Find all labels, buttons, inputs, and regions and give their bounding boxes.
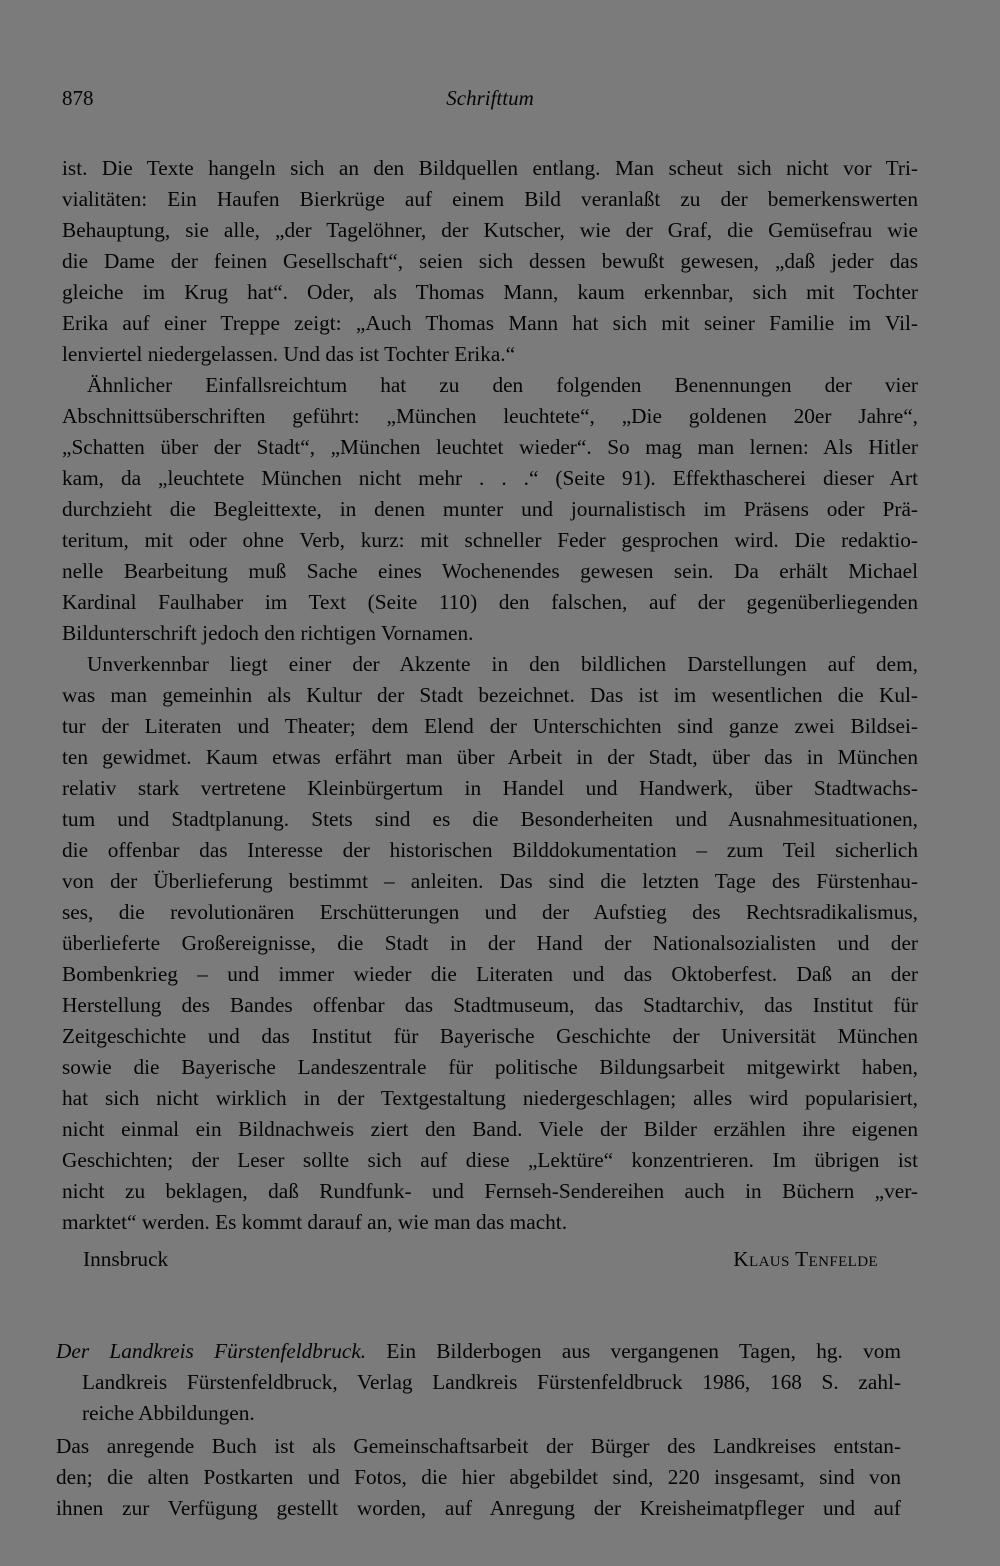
body-line: kam, da „leuchtete München nicht mehr . . .“ (Seite 91). Effekthascherei dieser Art	[62, 466, 918, 490]
reference-line-rest: Ein Bilderbogen aus vergangenen Tagen, hg. vom	[366, 1339, 901, 1363]
body-line: Unverkennbar liegt einer der Akzente in den bildlichen Darstellungen auf dem,	[87, 652, 918, 676]
body-line: relativ stark vertretene Kleinbürgertum in Handel und Handwerk, über Stadtwachs-	[62, 776, 918, 800]
body-line: die Dame der feinen Gesellschaft“, seien sich dessen bewußt gewesen, „daß jeder das	[62, 249, 918, 273]
body-line: was man gemeinhin als Kultur der Stadt bezeichnet. Das ist im wesentlichen die Kul-	[62, 683, 918, 707]
body-line: durchzieht die Begleittexte, in denen munter und journalistisch im Präsens oder Prä-	[62, 497, 918, 521]
review-body	[62, 153, 918, 1238]
body-line: Erika auf einer Treppe zeigt: „Auch Thomas Mann hat sich mit seiner Familie im Vil-	[62, 311, 918, 335]
body-line: lenviertel niedergelassen. Und das ist Tochter Erika.“	[62, 342, 516, 366]
body-line: „Schatten über der Stadt“, „München leuchtet wieder“. So mag man lernen: Als Hitler	[62, 435, 918, 459]
body-line: teritum, mit oder ohne Verb, kurz: mit schneller Feder gesprochen wird. Die redaktio-	[62, 528, 918, 552]
body-line: vialitäten: Ein Haufen Bierkrüge auf einem Bild veranlaßt zu der bemerkenswerten	[62, 187, 918, 211]
body-line: Kardinal Faulhaber im Text (Seite 110) den falschen, auf der gegenüberliegenden	[62, 590, 918, 614]
body-line: marktet“ werden. Es kommt darauf an, wie man das macht.	[62, 1210, 568, 1234]
body-line: sowie die Bayerische Landeszentrale für politische Bildungsarbeit mitgewirkt haben,	[62, 1055, 918, 1079]
body-line: ten gewidmet. Kaum etwas erfährt man über Arbeit in der Stadt, über das in München	[62, 745, 918, 769]
reference-line	[56, 1336, 901, 1367]
body-line: nicht zu beklagen, daß Rundfunk- und Fernseh-Sendereihen auch in Büchern „ver-	[62, 1179, 918, 1203]
body-line: ihnen zur Verfügung gestellt worden, auf Anregung der Kreisheimatpfleger und auf	[56, 1496, 901, 1520]
body-line: hat sich nicht wirklich in der Textgestaltung niedergeschlagen; alles wird popularisiert,	[62, 1086, 918, 1110]
body-line: Geschichten; der Leser sollte sich auf diese „Lektüre“ konzentrieren. Im übrigen ist	[62, 1148, 918, 1172]
page-header	[62, 86, 918, 116]
body-line: Das anregende Buch ist als Gemeinschaftsarbeit der Bürger des Landkreises entstan-	[56, 1434, 901, 1458]
second-review-body	[56, 1431, 901, 1524]
body-line: Zeitgeschichte und das Institut für Bayerische Geschichte der Universität München	[62, 1024, 918, 1048]
page-number: 878	[62, 86, 94, 110]
body-line: Bombenkrieg – und immer wieder die Literaten und das Oktoberfest. Daß an der	[62, 962, 918, 986]
body-line: ist. Die Texte hangeln sich an den Bildquellen entlang. Man scheut sich nicht vor Tri-	[62, 156, 918, 180]
body-line: den; die alten Postkarten und Fotos, die hier abgebildet sind, 220 insgesamt, sind von	[56, 1465, 901, 1489]
body-line: die offenbar das Interesse der historischen Bilddokumentation – zum Teil sicherlich	[62, 838, 918, 862]
body-line: tur der Literaten und Theater; dem Elend der Unterschichten sind ganze zwei Bildsei-	[62, 714, 918, 738]
body-line: tum und Stadtplanung. Stets sind es die Besonderheiten und Ausnahmesituationen,	[62, 807, 918, 831]
book-reference	[56, 1336, 901, 1429]
reference-title: Der Landkreis Fürstenfeldbruck.	[56, 1339, 367, 1363]
body-line: überlieferte Großereignisse, die Stadt in der Hand der Nationalsozialisten und der	[62, 931, 918, 955]
signature-author: Klaus Tenfelde	[733, 1247, 878, 1271]
body-line: nelle Bearbeitung muß Sache eines Wochenendes gewesen sein. Da erhält Michael	[62, 559, 918, 583]
body-line: Behauptung, sie alle, „der Tagelöhner, der Kutscher, wie der Graf, die Gemüsefrau wie	[62, 218, 918, 242]
body-line: Ähnlicher Einfallsreichtum hat zu den folgenden Benennungen der vier	[87, 373, 918, 397]
body-line: nicht einmal ein Bildnachweis ziert den Band. Viele der Bilder erzählen ihre eigenen	[62, 1117, 918, 1141]
body-line: Abschnittsüberschriften geführt: „München leuchtete“, „Die goldenen 20er Jahre“,	[62, 404, 918, 428]
signature-place: Innsbruck	[83, 1247, 169, 1271]
body-line: Bildunterschrift jedoch den richtigen Vornamen.	[62, 621, 474, 645]
running-title: Schrifttum	[446, 86, 534, 110]
body-line: von der Überlieferung bestimmt – anleiten. Das sind die letzten Tage des Fürstenhau-	[62, 869, 918, 893]
body-line: ses, die revolutionären Erschütterungen und der Aufstieg des Rechtsradikalismus,	[62, 900, 918, 924]
review-signature	[83, 1244, 878, 1275]
reference-line: reiche Abbildungen.	[82, 1401, 255, 1425]
body-line: Herstellung des Bandes offenbar das Stadtmuseum, das Stadtarchiv, das Institut für	[62, 993, 918, 1017]
reference-line: Landkreis Fürstenfeldbruck, Verlag Landkreis Fürstenfeldbruck 1986, 168 S. zahl-	[82, 1370, 901, 1394]
body-line: gleiche im Krug hat“. Oder, als Thomas Mann, kaum erkennbar, sich mit Tochter	[62, 280, 918, 304]
